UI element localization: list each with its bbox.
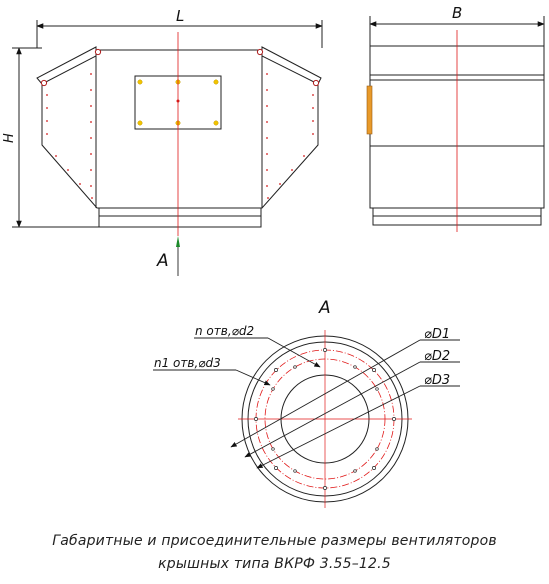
label-L: L [176, 7, 185, 25]
view-arrow-letter: A [157, 251, 169, 271]
left-roof-flap [37, 47, 96, 84]
view-A [153, 298, 460, 508]
right-roof-flap [262, 47, 321, 84]
label-D3: ⌀D3 [424, 373, 451, 388]
view-A-title: A [319, 298, 331, 318]
label-D1: ⌀D1 [424, 327, 451, 342]
caption-line-1: Габаритные и присоединительные размеры вентиляторов [52, 533, 497, 549]
side-terminal-box [367, 86, 372, 134]
base-plate [99, 208, 261, 216]
label-B: B [452, 4, 463, 22]
view-arrow-A [156, 236, 180, 276]
label-H: H [2, 133, 17, 143]
label-n-holes-d2: n отв,⌀d2 [195, 324, 255, 338]
centerlines [238, 330, 412, 508]
front-view [12, 20, 322, 227]
caption-line-2: крышных типа ВКРФ 3.55–12.5 [158, 556, 391, 572]
label-n1-holes-d3: n1 отв,⌀d3 [154, 356, 221, 370]
label-D2: ⌀D2 [424, 349, 451, 364]
